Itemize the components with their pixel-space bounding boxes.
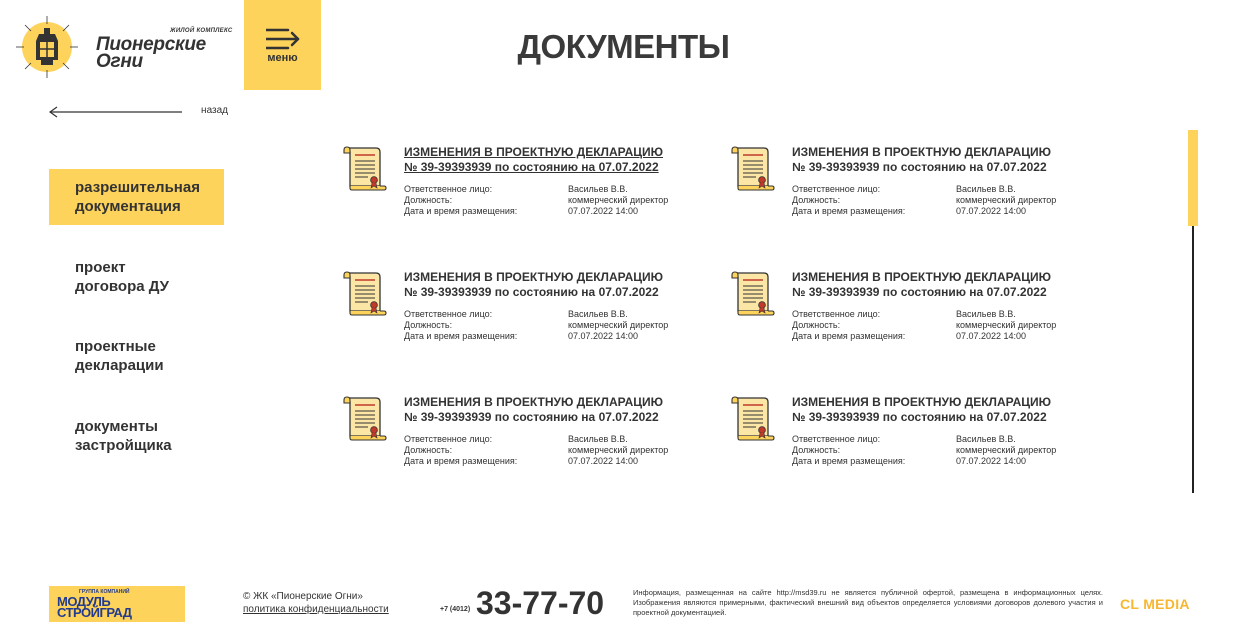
document-title-link[interactable] bbox=[792, 270, 1051, 300]
document-title-line1: ИЗМЕНЕНИЯ В ПРОЕКТНУЮ ДЕКЛАРАЦИЮ bbox=[792, 145, 1052, 159]
document-title-line1: ИЗМЕНЕНИЯ В ПРОЕКТНУЮ ДЕКЛАРАЦИЮ bbox=[792, 270, 1052, 284]
document-scroll-icon bbox=[342, 270, 388, 318]
partner-name-line2: СТРОЙГРАД bbox=[57, 605, 132, 620]
sidebar-item-permits[interactable] bbox=[49, 169, 224, 225]
meta-value-responsible: Васильев В.В. bbox=[568, 184, 628, 194]
meta-value-datetime: 07.07.2022 14:00 bbox=[568, 456, 639, 466]
meta-label-datetime: Дата и время размещения: bbox=[792, 206, 906, 216]
partner-name-line1: МОДУЛЬ bbox=[57, 594, 111, 609]
meta-label-datetime: Дата и время размещения: bbox=[792, 331, 906, 341]
copyright-text: © ЖК «Пионерские Огни» bbox=[243, 591, 363, 602]
meta-value-datetime: 07.07.2022 14:00 bbox=[568, 331, 639, 341]
scrollbar-thumb[interactable] bbox=[1188, 130, 1198, 226]
document-meta bbox=[792, 309, 1092, 342]
meta-value-responsible: Васильев В.В. bbox=[956, 309, 1016, 319]
document-title-line2: № 39-39393939 по состоянию на 07.07.2022 bbox=[792, 410, 1047, 424]
meta-value-datetime: 07.07.2022 14:00 bbox=[956, 331, 1027, 341]
document-card[interactable] bbox=[730, 270, 1090, 360]
document-meta bbox=[404, 309, 704, 342]
phone-number[interactable]: 33-77-70 bbox=[476, 585, 605, 621]
sidebar-item-label: разрешительная bbox=[75, 179, 200, 196]
menu-label: меню bbox=[267, 52, 298, 64]
meta-label-datetime: Дата и время размещения: bbox=[404, 331, 518, 341]
meta-label-position: Должность: bbox=[792, 445, 841, 455]
sidebar-item-label: застройщика bbox=[75, 437, 172, 454]
document-title-link[interactable] bbox=[404, 270, 663, 300]
document-title-link[interactable] bbox=[792, 145, 1051, 175]
document-meta bbox=[404, 184, 704, 217]
document-card[interactable] bbox=[342, 270, 702, 360]
document-title-line2: № 39-39393939 по состоянию на 07.07.2022 bbox=[792, 160, 1047, 174]
logo-name-line2: Огни bbox=[96, 51, 143, 72]
document-title-line1: ИЗМЕНЕНИЯ В ПРОЕКТНУЮ ДЕКЛАРАЦИЮ bbox=[404, 395, 664, 409]
document-card[interactable] bbox=[342, 395, 702, 485]
document-title-line1: ИЗМЕНЕНИЯ В ПРОЕКТНУЮ ДЕКЛАРАЦИЮ bbox=[404, 145, 664, 159]
meta-label-responsible: Ответственное лицо: bbox=[792, 434, 881, 444]
sidebar-item-developer-documents[interactable] bbox=[49, 408, 224, 464]
meta-label-position: Должность: bbox=[792, 195, 841, 205]
meta-value-position: коммерческий директор bbox=[568, 320, 669, 330]
phone-prefix: +7 (4012) bbox=[440, 606, 471, 613]
document-title-link[interactable] bbox=[404, 145, 663, 175]
sidebar-item-label: договора ДУ bbox=[75, 278, 169, 295]
copyright-block bbox=[243, 590, 389, 616]
meta-value-responsible: Васильев В.В. bbox=[956, 184, 1016, 194]
meta-label-responsible: Ответственное лицо: bbox=[404, 309, 493, 319]
document-scroll-icon bbox=[730, 270, 776, 318]
sidebar-item-label: проект bbox=[75, 259, 126, 276]
meta-value-datetime: 07.07.2022 14:00 bbox=[956, 456, 1027, 466]
meta-label-datetime: Дата и время размещения: bbox=[404, 206, 518, 216]
meta-value-responsible: Васильев В.В. bbox=[956, 434, 1016, 444]
meta-label-responsible: Ответственное лицо: bbox=[404, 434, 493, 444]
developer-brand-link[interactable]: CL MEDIA bbox=[1120, 596, 1190, 612]
meta-label-responsible: Ответственное лицо: bbox=[792, 309, 881, 319]
meta-value-position: коммерческий директор bbox=[956, 445, 1057, 455]
logo-tagline: ЖИЛОЙ КОМПЛЕКС bbox=[170, 28, 233, 34]
document-title-line1: ИЗМЕНЕНИЯ В ПРОЕКТНУЮ ДЕКЛАРАЦИЮ bbox=[404, 270, 664, 284]
document-card[interactable] bbox=[730, 395, 1090, 485]
meta-label-position: Должность: bbox=[404, 320, 453, 330]
document-meta bbox=[404, 434, 704, 467]
meta-value-datetime: 07.07.2022 14:00 bbox=[956, 206, 1027, 216]
document-scroll-icon bbox=[730, 395, 776, 443]
document-title-line2: № 39-39393939 по состоянию на 07.07.2022 bbox=[404, 160, 659, 174]
partner-logo[interactable] bbox=[49, 586, 185, 622]
privacy-policy-link[interactable]: политика конфиденциальности bbox=[243, 604, 389, 615]
document-title-line1: ИЗМЕНЕНИЯ В ПРОЕКТНУЮ ДЕКЛАРАЦИЮ bbox=[792, 395, 1052, 409]
document-meta bbox=[792, 184, 1092, 217]
back-link[interactable] bbox=[48, 104, 228, 120]
meta-label-responsible: Ответственное лицо: bbox=[404, 184, 493, 194]
document-scroll-icon bbox=[342, 145, 388, 193]
document-scroll-icon bbox=[342, 395, 388, 443]
partner-group-label: ГРУППА КОМПАНИЙ bbox=[79, 589, 130, 595]
logo-name-line1: Пионерские bbox=[96, 34, 206, 55]
document-scroll-icon bbox=[730, 145, 776, 193]
back-arrow-icon bbox=[48, 105, 184, 119]
document-meta bbox=[792, 434, 1092, 467]
meta-label-datetime: Дата и время размещения: bbox=[404, 456, 518, 466]
meta-label-position: Должность: bbox=[404, 195, 453, 205]
document-title-line2: № 39-39393939 по состоянию на 07.07.2022 bbox=[404, 285, 659, 299]
sidebar-item-project-declarations[interactable] bbox=[49, 328, 224, 384]
sidebar-item-label: декларации bbox=[75, 357, 164, 374]
meta-label-datetime: Дата и время размещения: bbox=[792, 456, 906, 466]
page-title bbox=[0, 28, 1247, 66]
meta-value-responsible: Васильев В.В. bbox=[568, 434, 628, 444]
document-title-line2: № 39-39393939 по состоянию на 07.07.2022 bbox=[792, 285, 1047, 299]
meta-value-position: коммерческий директор bbox=[568, 195, 669, 205]
meta-value-datetime: 07.07.2022 14:00 bbox=[568, 206, 639, 216]
disclaimer-text: Информация, размещенная на сайте http://msd39.ru не является публичной офертой, размещена в информационных целях. Изображения являются примерными, фактический внешний вид объектов определяется условиями договоров долевого участия и проектной документацией. bbox=[633, 588, 1103, 617]
meta-value-responsible: Васильев В.В. bbox=[568, 309, 628, 319]
document-card[interactable] bbox=[730, 145, 1090, 235]
sidebar-item-label: проектные bbox=[75, 338, 156, 355]
back-label: назад bbox=[201, 105, 228, 116]
document-title-link[interactable] bbox=[792, 395, 1051, 425]
meta-label-position: Должность: bbox=[792, 320, 841, 330]
document-card[interactable] bbox=[342, 145, 702, 235]
sidebar-item-label: документы bbox=[75, 418, 158, 435]
meta-value-position: коммерческий директор bbox=[568, 445, 669, 455]
meta-label-position: Должность: bbox=[404, 445, 453, 455]
document-title-link[interactable] bbox=[404, 395, 663, 425]
sidebar-item-contract-project[interactable] bbox=[49, 249, 224, 305]
meta-value-position: коммерческий директор bbox=[956, 320, 1057, 330]
page-title-text: ДОКУМЕНТЫ bbox=[517, 28, 730, 65]
document-title-line2: № 39-39393939 по состоянию на 07.07.2022 bbox=[404, 410, 659, 424]
sidebar-item-label: документация bbox=[75, 198, 181, 215]
meta-label-responsible: Ответственное лицо: bbox=[792, 184, 881, 194]
meta-value-position: коммерческий директор bbox=[956, 195, 1057, 205]
